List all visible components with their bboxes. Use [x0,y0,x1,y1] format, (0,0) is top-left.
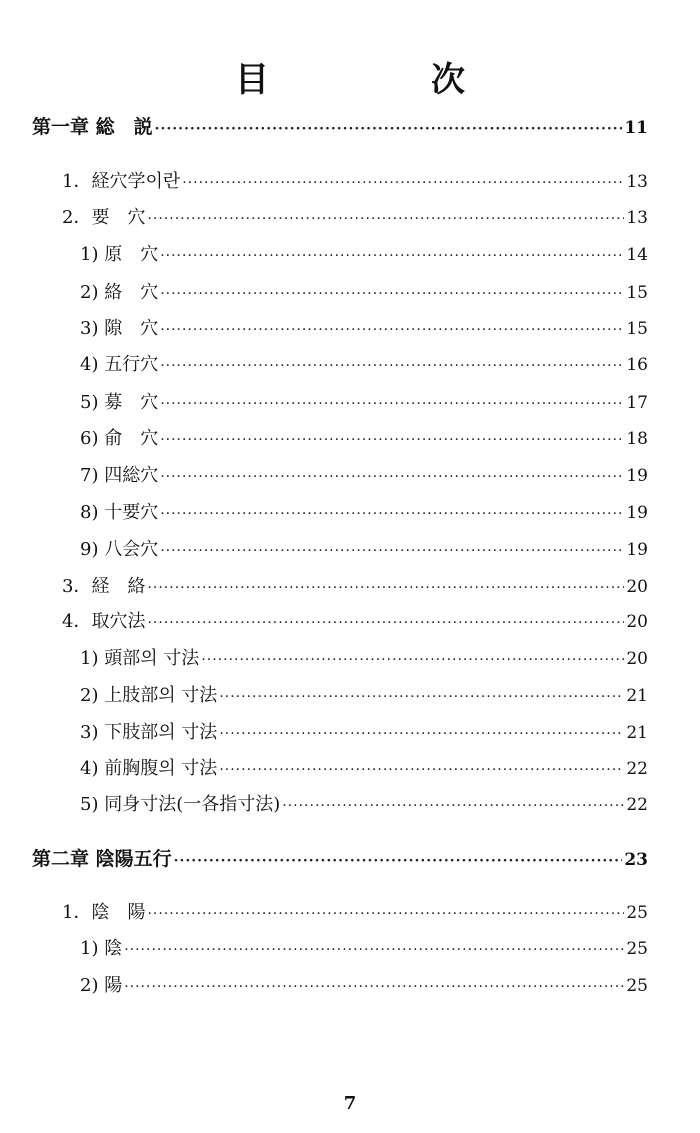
entry-page-number: 22 [626,759,648,779]
entry-label: 1．経穴学이란 [62,171,181,192]
entry-page-number: 16 [626,355,648,375]
dot-leader [147,609,624,637]
toc-entry [80,791,648,819]
entry-page-number: 15 [626,283,648,303]
toc-entry [80,315,648,343]
toc-entry [80,351,648,379]
entry-page-number: 25 [626,903,648,923]
toc-entry [32,113,648,141]
entry-page-number: 14 [626,245,648,265]
dot-leader [160,463,624,491]
entry-label: 3．経 絡 [62,576,146,597]
toc-entry [62,204,648,232]
dot-leader [182,169,624,197]
dot-leader [155,115,623,143]
dot-leader [160,500,624,528]
entry-label: 1) 頭部의 寸法 [80,648,200,669]
toc-entry [80,935,648,963]
entry-page-number: 19 [626,466,648,486]
entry-page-number: 21 [626,723,648,743]
entry-page-number: 19 [626,503,648,523]
dot-leader [160,390,624,418]
entry-page-number: 23 [624,850,648,870]
dot-leader [124,973,624,1001]
toc-entry [80,241,648,269]
entry-page-number: 11 [624,118,648,138]
entry-label: 第一章 総 説 [32,116,153,138]
toc-entry [80,972,648,1000]
entry-label: 1．陰 陽 [62,902,146,923]
entry-label: 4) 五行穴 [80,354,159,375]
entry-label: 2) 絡 穴 [80,282,159,303]
entry-label: 1) 原 穴 [80,244,159,265]
toc-entry [80,499,648,527]
dot-leader [147,574,624,602]
entry-label: 2) 上肢部의 寸法 [80,685,218,706]
toc-entry [80,719,648,747]
page-number: 7 [343,1093,357,1114]
entry-page-number: 13 [626,172,648,192]
toc-entry [80,389,648,417]
toc-entry [80,755,648,783]
entry-label: 5) 同身寸法(一各指寸法) [80,794,281,815]
toc-entry [62,608,648,636]
dot-leader [160,242,624,270]
toc-entry [80,536,648,564]
dot-leader [160,426,624,454]
entry-label: 第二章 陰陽五行 [32,848,172,870]
dot-leader [124,936,624,964]
dot-leader [160,280,624,308]
dot-leader [219,683,624,711]
toc-entry [80,462,648,490]
toc-entry [62,168,648,196]
toc-entry [62,573,648,601]
dot-leader [219,720,624,748]
entry-page-number: 18 [626,429,648,449]
toc-entry [80,279,648,307]
toc-entry [32,845,648,873]
dot-leader [160,352,624,380]
dot-leader [174,847,623,875]
entry-label: 8) 十要穴 [80,502,159,523]
entry-label: 3) 下肢部의 寸法 [80,722,218,743]
entry-page-number: 20 [626,577,648,597]
toc-entry [80,425,648,453]
entry-label: 4．取穴法 [62,611,146,632]
entry-page-number: 20 [626,612,648,632]
entry-page-number: 21 [626,686,648,706]
entry-label: 6) 俞 穴 [80,428,159,449]
dot-leader [147,205,624,233]
toc-entry [80,645,648,673]
entry-label: 2．要 穴 [62,207,146,228]
entry-page-number: 20 [626,649,648,669]
dot-leader [282,792,624,820]
dot-leader [160,537,624,565]
entry-label: 4) 前胸腹의 寸法 [80,758,218,779]
entry-label: 1) 陰 [80,938,123,959]
dot-leader [160,316,624,344]
entry-page-number: 25 [626,939,648,959]
entry-page-number: 25 [626,976,648,996]
entry-label: 9) 八会穴 [80,539,159,560]
entry-label: 5) 募 穴 [80,392,159,413]
entry-page-number: 19 [626,540,648,560]
entry-label: 2) 陽 [80,975,123,996]
entry-label: 3) 隙 穴 [80,318,159,339]
toc-entry [62,899,648,927]
entry-page-number: 17 [626,393,648,413]
dot-leader [147,900,624,928]
entry-page-number: 22 [626,795,648,815]
entry-page-number: 13 [626,208,648,228]
entry-label: 7) 四総穴 [80,465,159,486]
dot-leader [201,646,624,674]
toc-entry [80,682,648,710]
page-title: 目 次 [235,60,529,100]
entry-page-number: 15 [626,319,648,339]
dot-leader [219,756,624,784]
